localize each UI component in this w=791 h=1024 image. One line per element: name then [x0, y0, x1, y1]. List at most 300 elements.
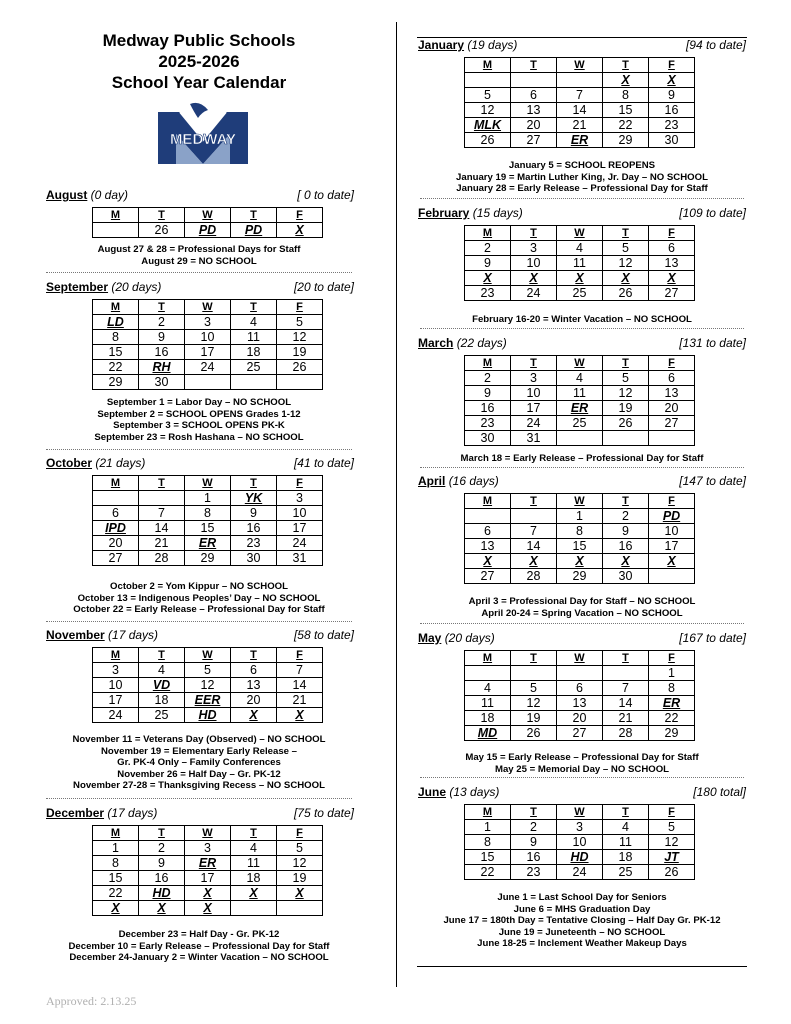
- april-notes: [414, 596, 750, 619]
- week-row: [93, 663, 323, 678]
- month-name: May: [418, 631, 442, 645]
- month-name: February: [418, 206, 470, 220]
- day-cell: 5: [603, 241, 649, 256]
- week-row: [465, 271, 695, 286]
- day-cell: 2: [139, 315, 185, 330]
- september-calendar-table: [92, 299, 323, 390]
- day-cell: 25: [139, 708, 185, 723]
- day-cell: [649, 431, 695, 446]
- day-cell: X: [649, 73, 695, 88]
- weekday-cell: F: [649, 651, 695, 666]
- day-cell: 5: [511, 681, 557, 696]
- day-cell: 4: [139, 663, 185, 678]
- week-row: [93, 693, 323, 708]
- day-cell: 23: [465, 286, 511, 301]
- day-cell: 9: [511, 835, 557, 850]
- day-cell: [649, 569, 695, 584]
- day-cell: 5: [277, 315, 323, 330]
- day-cell: 13: [231, 678, 277, 693]
- week-row: [465, 539, 695, 554]
- day-cell: X: [511, 271, 557, 286]
- day-cell: 11: [231, 856, 277, 871]
- weekday-cell: T: [139, 826, 185, 841]
- day-cell: 5: [185, 663, 231, 678]
- month-days: (17 days): [108, 628, 159, 642]
- weekday-cell: T: [231, 208, 277, 223]
- week-row: [465, 386, 695, 401]
- week-row: [465, 256, 695, 271]
- day-cell: 11: [603, 835, 649, 850]
- weekday-cell: F: [649, 356, 695, 371]
- day-cell: 4: [557, 371, 603, 386]
- day-cell: 30: [231, 551, 277, 566]
- month-separator: [420, 777, 744, 778]
- week-row: [465, 401, 695, 416]
- day-cell: 9: [231, 506, 277, 521]
- note-line: October 2 = Yom Kippur – NO SCHOOL: [110, 581, 288, 592]
- day-cell: 27: [93, 551, 139, 566]
- week-row: [465, 416, 695, 431]
- day-cell: 10: [649, 524, 695, 539]
- day-cell: 18: [603, 850, 649, 865]
- day-cell: 7: [603, 681, 649, 696]
- day-cell: X: [511, 554, 557, 569]
- weekday-cell: W: [185, 300, 231, 315]
- weekday-cell: F: [277, 300, 323, 315]
- day-cell: 4: [231, 315, 277, 330]
- month-total: [58 to date]: [293, 628, 354, 642]
- day-cell: 18: [139, 693, 185, 708]
- day-cell: [93, 491, 139, 506]
- weekday-cell: M: [465, 805, 511, 820]
- day-cell: 31: [511, 431, 557, 446]
- day-cell: 14: [511, 539, 557, 554]
- day-cell: 26: [277, 360, 323, 375]
- day-cell: MLK: [465, 118, 511, 133]
- day-cell: 19: [277, 345, 323, 360]
- weekday-row: [93, 826, 323, 841]
- weekday-cell: M: [465, 226, 511, 241]
- week-row: [93, 521, 323, 536]
- weekday-cell: T: [231, 826, 277, 841]
- weekday-row: [93, 648, 323, 663]
- medway-logo: [150, 102, 256, 175]
- weekday-cell: M: [465, 356, 511, 371]
- week-row: [465, 509, 695, 524]
- february-header: [418, 206, 750, 222]
- week-row: [93, 223, 323, 238]
- day-cell: 2: [465, 371, 511, 386]
- day-cell: 30: [139, 375, 185, 390]
- weekday-cell: M: [465, 494, 511, 509]
- title-block: [40, 30, 358, 93]
- weekday-cell: F: [277, 208, 323, 223]
- day-cell: 19: [603, 401, 649, 416]
- week-row: [465, 554, 695, 569]
- day-cell: LD: [93, 315, 139, 330]
- day-cell: 10: [511, 256, 557, 271]
- day-cell: ER: [557, 401, 603, 416]
- note-line: August 27 & 28 = Professional Days for Staff: [97, 244, 301, 255]
- day-cell: 12: [277, 856, 323, 871]
- day-cell: 20: [557, 711, 603, 726]
- weekday-row: [93, 476, 323, 491]
- day-cell: 6: [465, 524, 511, 539]
- day-cell: 11: [465, 696, 511, 711]
- note-line: May 25 = Memorial Day – NO SCHOOL: [494, 763, 670, 775]
- week-row: [93, 360, 323, 375]
- day-cell: 13: [649, 386, 695, 401]
- note-line: December 10 = Early Release – Professional Day for Staff: [68, 940, 330, 952]
- month-name: September: [46, 280, 109, 294]
- weekday-cell: W: [557, 805, 603, 820]
- day-cell: 12: [603, 386, 649, 401]
- weekday-cell: W: [185, 476, 231, 491]
- day-cell: 9: [139, 330, 185, 345]
- day-cell: 24: [93, 708, 139, 723]
- day-cell: X: [603, 554, 649, 569]
- day-cell: 4: [603, 820, 649, 835]
- day-cell: 30: [465, 431, 511, 446]
- day-cell: [465, 509, 511, 524]
- month-total: [167 to date]: [679, 631, 746, 645]
- day-cell: 25: [557, 286, 603, 301]
- day-cell: 1: [649, 666, 695, 681]
- month-name: August: [46, 188, 88, 202]
- day-cell: 13: [557, 696, 603, 711]
- week-row: [465, 865, 695, 880]
- weekday-cell: M: [93, 648, 139, 663]
- january-notes: [414, 160, 750, 195]
- day-cell: X: [93, 901, 139, 916]
- logo-text: MEDWAY: [169, 131, 237, 148]
- week-row: [93, 506, 323, 521]
- day-cell: 24: [557, 865, 603, 880]
- day-cell: [185, 375, 231, 390]
- day-cell: 23: [231, 536, 277, 551]
- day-cell: 16: [139, 345, 185, 360]
- day-cell: X: [603, 271, 649, 286]
- week-row: [465, 835, 695, 850]
- day-cell: X: [185, 886, 231, 901]
- month-total: [109 to date]: [679, 206, 746, 220]
- weekday-cell: W: [557, 651, 603, 666]
- weekday-cell: T: [511, 494, 557, 509]
- school-year: 2025-2026: [158, 52, 240, 71]
- month-total: [94 to date]: [685, 38, 746, 52]
- weekday-cell: T: [511, 58, 557, 73]
- day-cell: [603, 431, 649, 446]
- week-row: [93, 901, 323, 916]
- day-cell: [465, 73, 511, 88]
- weekday-row: [465, 356, 695, 371]
- day-cell: 26: [603, 416, 649, 431]
- january-header: [418, 38, 750, 54]
- weekday-cell: M: [93, 826, 139, 841]
- day-cell: 25: [557, 416, 603, 431]
- may-notes: [414, 752, 750, 775]
- note-line: March 18 = Early Release – Professional Day for Staff: [460, 453, 704, 464]
- august-notes: [40, 244, 358, 267]
- day-cell: 3: [185, 841, 231, 856]
- week-row: [465, 666, 695, 681]
- week-row: [93, 708, 323, 723]
- day-cell: X: [465, 271, 511, 286]
- day-cell: 20: [649, 401, 695, 416]
- day-cell: 6: [557, 681, 603, 696]
- weekday-cell: F: [649, 226, 695, 241]
- month-total: [131 to date]: [679, 336, 746, 350]
- day-cell: 3: [185, 315, 231, 330]
- day-cell: 21: [139, 536, 185, 551]
- day-cell: 2: [603, 509, 649, 524]
- day-cell: 5: [603, 371, 649, 386]
- day-cell: 10: [557, 835, 603, 850]
- week-row: [93, 841, 323, 856]
- day-cell: 24: [511, 286, 557, 301]
- day-cell: YK: [231, 491, 277, 506]
- day-cell: 15: [93, 871, 139, 886]
- weekday-cell: T: [511, 651, 557, 666]
- august-header: [46, 188, 358, 204]
- february-calendar-table: [464, 225, 695, 301]
- weekday-cell: T: [231, 648, 277, 663]
- week-row: [465, 431, 695, 446]
- day-cell: 29: [93, 375, 139, 390]
- day-cell: JT: [649, 850, 695, 865]
- week-row: [465, 524, 695, 539]
- day-cell: 19: [511, 711, 557, 726]
- day-cell: 28: [511, 569, 557, 584]
- note-line: November 11 = Veterans Day (Observed) – NO SCHOOL: [72, 734, 326, 745]
- day-cell: 22: [93, 886, 139, 901]
- day-cell: 17: [511, 401, 557, 416]
- april-calendar-table: [464, 493, 695, 584]
- day-cell: PD: [231, 223, 277, 238]
- week-row: [465, 133, 695, 148]
- day-cell: 14: [603, 696, 649, 711]
- weekday-cell: T: [603, 226, 649, 241]
- june-header: [418, 785, 750, 801]
- week-row: [93, 315, 323, 330]
- note-line: January 28 = Early Release – Professional Day for Staff: [456, 183, 708, 195]
- day-cell: [557, 431, 603, 446]
- day-cell: MD: [465, 726, 511, 741]
- month-separator: [46, 621, 352, 622]
- day-cell: 31: [277, 551, 323, 566]
- day-cell: 2: [139, 841, 185, 856]
- day-cell: 10: [511, 386, 557, 401]
- note-line: October 22 = Early Release – Professional Day for Staff: [73, 604, 325, 616]
- day-cell: 8: [603, 88, 649, 103]
- note-line: June 18-25 = Inclement Weather Makeup Days: [477, 938, 687, 950]
- day-cell: 27: [649, 416, 695, 431]
- day-cell: HD: [557, 850, 603, 865]
- day-cell: 29: [185, 551, 231, 566]
- day-cell: PD: [185, 223, 231, 238]
- month-name: December: [46, 806, 105, 820]
- weekday-cell: T: [603, 494, 649, 509]
- day-cell: 2: [511, 820, 557, 835]
- day-cell: 3: [557, 820, 603, 835]
- day-cell: 16: [649, 103, 695, 118]
- day-cell: X: [231, 886, 277, 901]
- day-cell: 9: [465, 386, 511, 401]
- weekday-row: [465, 651, 695, 666]
- month-days: (17 days): [107, 806, 158, 820]
- weekday-cell: W: [557, 494, 603, 509]
- day-cell: IPD: [93, 521, 139, 536]
- day-cell: 26: [511, 726, 557, 741]
- calendar-title: School Year Calendar: [111, 73, 287, 92]
- day-cell: 12: [511, 696, 557, 711]
- weekday-cell: T: [511, 356, 557, 371]
- day-cell: 15: [603, 103, 649, 118]
- day-cell: 22: [603, 118, 649, 133]
- day-cell: 1: [185, 491, 231, 506]
- weekday-row: [465, 58, 695, 73]
- day-cell: 21: [277, 693, 323, 708]
- month-days: (20 days): [444, 631, 495, 645]
- day-cell: X: [277, 223, 323, 238]
- week-row: [465, 569, 695, 584]
- october-notes: [40, 581, 358, 616]
- day-cell: 20: [93, 536, 139, 551]
- day-cell: 27: [511, 133, 557, 148]
- day-cell: 26: [139, 223, 185, 238]
- december-calendar-table: [92, 825, 323, 916]
- day-cell: X: [603, 73, 649, 88]
- day-cell: 9: [139, 856, 185, 871]
- day-cell: 17: [277, 521, 323, 536]
- note-line: December 23 = Half Day - Gr. PK-12: [118, 929, 280, 940]
- november-header: [46, 628, 358, 644]
- weekday-cell: F: [649, 805, 695, 820]
- month-total: [180 total]: [693, 785, 746, 799]
- day-cell: 16: [465, 401, 511, 416]
- day-cell: ER: [185, 536, 231, 551]
- october-header: [46, 456, 358, 472]
- weekday-cell: T: [603, 356, 649, 371]
- day-cell: [511, 509, 557, 524]
- weekday-cell: T: [603, 58, 649, 73]
- weekday-cell: F: [649, 494, 695, 509]
- day-cell: 15: [465, 850, 511, 865]
- week-row: [465, 286, 695, 301]
- day-cell: 11: [557, 256, 603, 271]
- day-cell: [231, 375, 277, 390]
- week-row: [93, 856, 323, 871]
- week-row: [465, 371, 695, 386]
- day-cell: 2: [465, 241, 511, 256]
- weekday-cell: M: [465, 651, 511, 666]
- day-cell: 12: [185, 678, 231, 693]
- day-cell: 15: [557, 539, 603, 554]
- march-calendar-table: [464, 355, 695, 446]
- month-total: [75 to date]: [293, 806, 354, 820]
- day-cell: 27: [465, 569, 511, 584]
- day-cell: 5: [649, 820, 695, 835]
- day-cell: 12: [277, 330, 323, 345]
- week-row: [465, 726, 695, 741]
- weekday-cell: W: [185, 648, 231, 663]
- week-row: [465, 88, 695, 103]
- weekday-cell: T: [231, 300, 277, 315]
- note-line: Gr. PK-4 Only – Family Conferences: [117, 757, 281, 769]
- day-cell: 28: [139, 551, 185, 566]
- week-row: [93, 491, 323, 506]
- october-calendar-table: [92, 475, 323, 566]
- weekday-cell: T: [231, 476, 277, 491]
- day-cell: 3: [511, 371, 557, 386]
- day-cell: [557, 73, 603, 88]
- day-cell: 10: [277, 506, 323, 521]
- weekday-cell: M: [93, 208, 139, 223]
- day-cell: ER: [649, 696, 695, 711]
- day-cell: 16: [139, 871, 185, 886]
- day-cell: 14: [277, 678, 323, 693]
- day-cell: X: [557, 554, 603, 569]
- day-cell: 9: [603, 524, 649, 539]
- day-cell: VD: [139, 678, 185, 693]
- december-notes: [40, 929, 358, 964]
- weekday-cell: F: [277, 476, 323, 491]
- day-cell: 4: [465, 681, 511, 696]
- note-line: January 5 = SCHOOL REOPENS: [508, 160, 656, 171]
- weekday-cell: T: [139, 208, 185, 223]
- note-line: June 19 = Juneteenth – NO SCHOOL: [498, 926, 666, 938]
- day-cell: 8: [465, 835, 511, 850]
- day-cell: 16: [603, 539, 649, 554]
- day-cell: 18: [231, 871, 277, 886]
- month-separator: [46, 798, 352, 799]
- day-cell: 17: [649, 539, 695, 554]
- month-name: April: [418, 474, 446, 488]
- month-total: [147 to date]: [679, 474, 746, 488]
- month-separator: [420, 328, 744, 329]
- week-row: [465, 696, 695, 711]
- day-cell: X: [649, 271, 695, 286]
- note-line: November 19 = Elementary Early Release –: [101, 745, 297, 757]
- day-cell: 18: [231, 345, 277, 360]
- month-days: (16 days): [448, 474, 499, 488]
- day-cell: 30: [603, 569, 649, 584]
- week-row: [93, 345, 323, 360]
- day-cell: X: [277, 708, 323, 723]
- month-total: [20 to date]: [293, 280, 354, 294]
- day-cell: 3: [277, 491, 323, 506]
- week-row: [93, 871, 323, 886]
- day-cell: 26: [465, 133, 511, 148]
- day-cell: 21: [603, 711, 649, 726]
- day-cell: 17: [185, 871, 231, 886]
- day-cell: 17: [93, 693, 139, 708]
- week-row: [465, 118, 695, 133]
- day-cell: 27: [557, 726, 603, 741]
- week-row: [93, 678, 323, 693]
- day-cell: 6: [93, 506, 139, 521]
- weekday-cell: W: [557, 58, 603, 73]
- day-cell: 5: [465, 88, 511, 103]
- june-notes: [414, 892, 750, 950]
- day-cell: 18: [465, 711, 511, 726]
- day-cell: 30: [649, 133, 695, 148]
- day-cell: X: [465, 554, 511, 569]
- day-cell: 15: [185, 521, 231, 536]
- day-cell: 1: [93, 841, 139, 856]
- day-cell: 29: [649, 726, 695, 741]
- weekday-row: [465, 226, 695, 241]
